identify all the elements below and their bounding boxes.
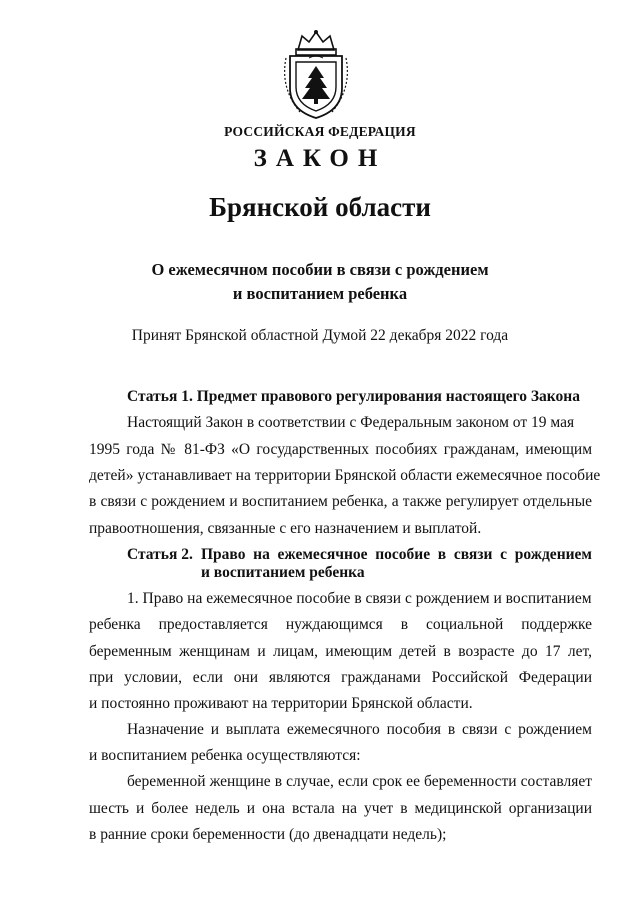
article-2-paragraph-3-line: шесть и более недель и она встала на учет в медицинской организации (89, 800, 592, 817)
article-2-paragraph-1-line: ребенка предоставляется нуждающимся в социальной поддержке (89, 616, 592, 633)
article-1-heading: Статья 1. Предмет правового регулирования настоящего Закона (127, 388, 580, 405)
article-2-paragraph-2-line: и воспитанием ребенка осуществляются: (89, 747, 361, 764)
article-2-paragraph-3-line: беременной женщине в случае, если срок ее беременности составляет (127, 773, 592, 790)
law-title-line-1: О ежемесячном пособии в связи с рождением (151, 260, 489, 279)
adoption-date: Принят Брянской областной Думой 22 декабря 2022 года (131, 327, 509, 344)
article-2-label: Статья 2. (127, 546, 193, 563)
article-2-paragraph-3-line: в ранние сроки беременности (до двенадцати недель); (89, 826, 447, 843)
article-2-paragraph-2-line: Назначение и выплата ежемесячного пособия в связи с рождением (127, 721, 592, 738)
article-2-paragraph-1-line: 1. Право на ежемесячное пособие в связи с рождением и воспитанием (127, 590, 592, 607)
article-2-heading-line-1: Право на ежемесячное пособие в связи с рождением (201, 546, 592, 563)
bryansk-coat-of-arms-icon (276, 28, 356, 120)
article-1-line: детей» устанавливает на территории Брянской области ежемесячное пособие (89, 467, 601, 484)
article-1-line: правоотношения, связанные с его назначением и выплатой. (89, 520, 482, 537)
article-1-line: Настоящий Закон в соответствии с Федеральным законом от 19 мая (127, 414, 575, 431)
article-1-line: 1995 года № 81-ФЗ «О государственных пособиях гражданам, имеющим (89, 441, 592, 458)
country-name: РОССИЙСКАЯ ФЕДЕРАЦИЯ (224, 124, 416, 139)
article-2-paragraph-1-line: при условии, если они являются гражданами Российской Федерации (89, 669, 592, 686)
law-title-line-2: и воспитанием ребенка (232, 284, 408, 303)
article-2-paragraph-1-line: и постоянно проживают на территории Брянской области. (89, 695, 473, 712)
article-2-paragraph-1-line: беременным женщинам и лицам, имеющим детей в возрасте до 17 лет, (89, 643, 592, 660)
article-2-heading-line-2: и воспитанием ребенка (201, 564, 365, 581)
region-name: Брянской области (209, 192, 431, 222)
article-1-line: в связи с рождением и воспитанием ребенка, а также регулирует отдельные (89, 493, 592, 510)
document-type: ЗАКОН (253, 145, 387, 172)
